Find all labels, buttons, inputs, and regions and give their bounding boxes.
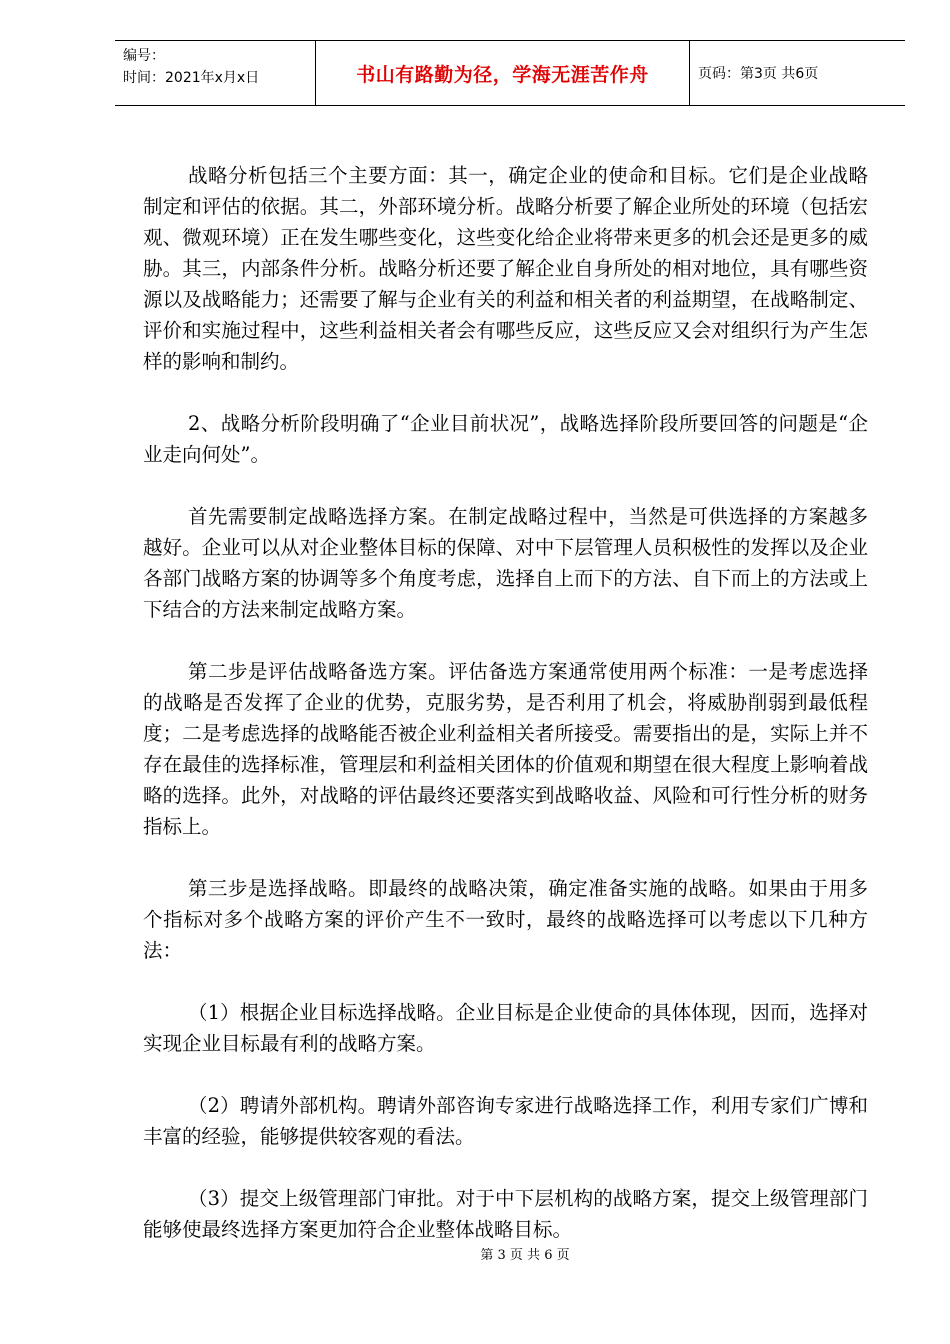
document-body: [143, 160, 868, 1276]
header-page-label: 页码：第3页 共6页: [698, 66, 819, 82]
document-number-label: 编号：: [123, 48, 165, 64]
body-paragraph: 战略分析包括三个主要方面：其一，确定企业的使命和目标。它们是企业战略制定和评估的依据。其二，外部环境分析。战略分析要了解企业所处的环境（包括宏观、微观环境）正在发生哪些变化，这些变化给企业将带来更多的机会还是更多的威胁。其三，内部条件分析。战略分析还要了解企业自身所处的相对地位，具有哪些资源以及战略能力；还需要了解与企业有关的利益和相关者的利益期望，在战略制定、评价和实施过程中，这些利益相关者会有哪些反应，这些反应又会对组织行为产生怎样的影响和制约。: [143, 164, 868, 373]
body-paragraph: （3）提交上级管理部门审批。对于中下层机构的战略方案，提交上级管理部门能够使最终选择方案更加符合企业整体战略目标。: [143, 1187, 868, 1241]
body-paragraph: 第二步是评估战略备选方案。评估备选方案通常使用两个标准：一是考虑选择的战略是否发挥了企业的优势，克服劣势，是否利用了机会，将威胁削弱到最低程度；二是考虑选择的战略能否被企业利益相关者所接受。需要指出的是，实际上并不存在最佳的选择标准，管理层和利益相关团体的价值观和期望在很大程度上影响着战略的选择。此外，对战略的评估最终还要落实到战略收益、风险和可行性分析的财务指标上。: [143, 660, 868, 838]
body-paragraph: 2、战略分析阶段明确了“企业目前状况”，战略选择阶段所要回答的问题是“企业走向何处”。: [143, 412, 868, 466]
body-paragraph: （1）根据企业目标选择战略。企业目标是企业使命的具体体现，因而，选择对实现企业目标最有利的战略方案。: [143, 1001, 868, 1055]
header-motto: 书山有路勤为径，学海无涯苦作舟: [316, 41, 690, 105]
body-paragraph: 第三步是选择战略。即最终的战略决策，确定准备实施的战略。如果由于用多个指标对多个战略方案的评价产生不一致时，最终的战略选择可以考虑以下几种方法：: [143, 877, 868, 962]
header-meta-cell: [115, 41, 316, 105]
page-footer: 第 3 页 共 6 页: [480, 1248, 570, 1263]
document-time-label: 时间：2021年x月x日: [123, 70, 260, 86]
body-paragraph: （2）聘请外部机构。聘请外部咨询专家进行战略选择工作，利用专家们广博和丰富的经验，能够提供较客观的看法。: [143, 1094, 868, 1148]
body-paragraph: 首先需要制定战略选择方案。在制定战略过程中，当然是可供选择的方案越多越好。企业可以从对企业整体目标的保障、对中下层管理人员积极性的发挥以及企业各部门战略方案的协调等多个角度考虑，选择自上而下的方法、自下而上的方法或上下结合的方法来制定战略方案。: [143, 505, 868, 621]
document-header: [115, 40, 905, 106]
